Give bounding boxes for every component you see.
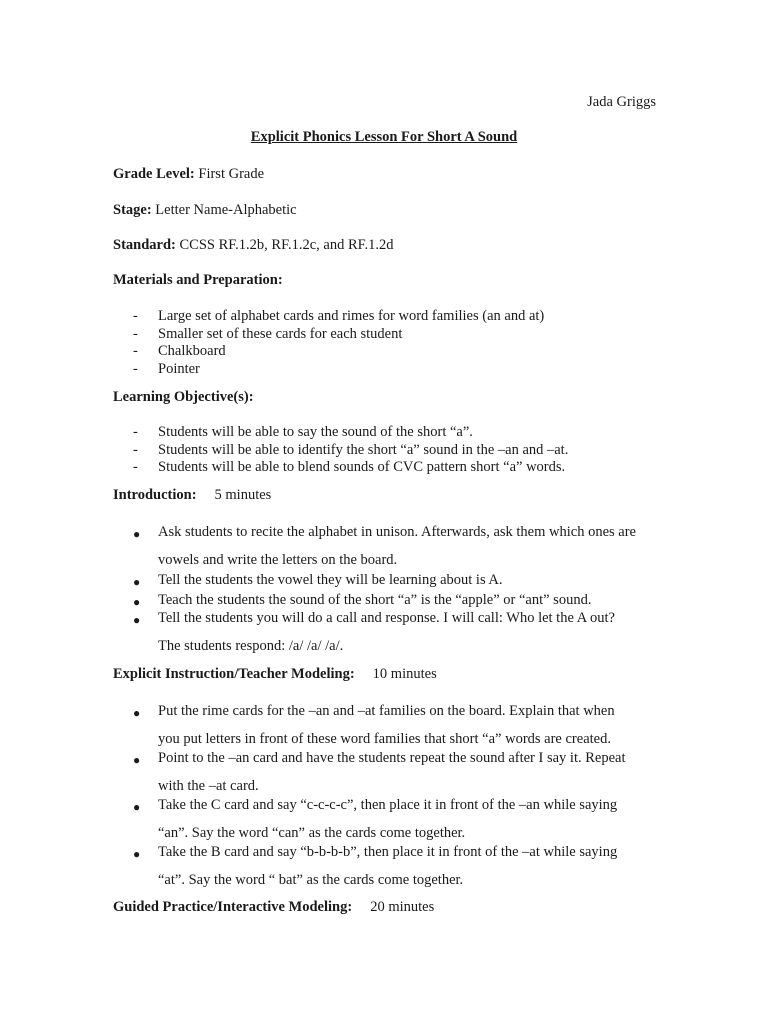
list-item <box>133 797 617 814</box>
list-item-text: Ask students to recite the alphabet in unison. Afterwards, ask them which ones are <box>158 524 636 540</box>
list-item-text: Point to the –an card and have the students repeat the sound after I say it. Repeat <box>158 750 626 766</box>
dash-marker: - <box>133 343 138 359</box>
bullet-icon: ● <box>133 527 141 541</box>
dash-marker: - <box>133 308 138 324</box>
dash-marker: - <box>133 424 138 440</box>
bullet-icon: ● <box>133 613 141 627</box>
dash-marker: - <box>133 459 138 475</box>
list-item-continuation: “at”. Say the word “ bat” as the cards come together. <box>158 872 464 888</box>
materials-list <box>133 308 544 378</box>
list-item <box>133 459 568 477</box>
list-item <box>133 308 544 326</box>
stage-value: Letter Name-Alphabetic <box>155 202 297 218</box>
standard-label: Standard: <box>113 237 176 253</box>
list-item-continuation: vowels and write the letters on the board. <box>158 552 398 568</box>
bullet-icon: ● <box>133 575 141 589</box>
standard-field <box>113 237 394 254</box>
bullet-icon: ● <box>133 753 141 767</box>
list-item <box>133 703 615 720</box>
bullet-icon: ● <box>133 595 141 609</box>
list-item-continuation: “an”. Say the word “can” as the cards come together. <box>158 825 466 841</box>
bullet-icon: ● <box>133 800 141 814</box>
list-item-continuation: The students respond: /a/ /a/ /a/. <box>158 638 344 654</box>
list-item-text: Smaller set of these cards for each student <box>158 325 403 342</box>
list-item-text: Tell the students the vowel they will be learning about is A. <box>158 572 503 588</box>
list-item-text: Tell the students you will do a call and response. I will call: Who let the A out? <box>158 610 615 626</box>
guided-practice-title: Guided Practice/Interactive Modeling: <box>113 899 353 915</box>
grade-level-field <box>113 166 264 183</box>
grade-level-value: First Grade <box>198 166 265 182</box>
list-item-text: Students will be able to identify the short “a” sound in the –an and –at. <box>158 441 569 458</box>
list-item-text: Chalkboard <box>158 343 226 359</box>
list-item <box>133 442 568 460</box>
list-item-continuation: with the –at card. <box>158 778 259 794</box>
document-title: Explicit Phonics Lesson For Short A Sound <box>250 129 518 145</box>
list-item <box>133 326 544 344</box>
dash-marker: - <box>133 325 138 342</box>
list-item <box>133 592 591 609</box>
instruction-title: Explicit Instruction/Teacher Modeling: <box>113 666 355 682</box>
bullet-icon: ● <box>133 847 141 861</box>
list-item-text: Put the rime cards for the –an and –at families on the board. Explain that when <box>158 703 615 719</box>
introduction-list <box>133 524 636 541</box>
list-item-text: Take the B card and say “b-b-b-b”, then place it in front of the –at while saying <box>158 844 618 860</box>
list-item <box>133 343 544 361</box>
introduction-duration: 5 minutes <box>214 487 272 503</box>
list-item-text: Large set of alphabet cards and rimes for word families (an and at) <box>158 308 545 324</box>
grade-level-label: Grade Level: <box>113 166 195 182</box>
author-name: Jada Griggs <box>587 94 656 110</box>
list-item <box>133 572 503 589</box>
list-item-text: Pointer <box>158 360 200 377</box>
stage-label: Stage: <box>113 202 152 218</box>
stage-field <box>113 202 297 219</box>
introduction-heading <box>113 487 271 504</box>
dash-marker: - <box>133 441 138 458</box>
guided-practice-duration: 20 minutes <box>370 899 435 915</box>
list-item <box>133 361 544 379</box>
dash-marker: - <box>133 360 138 377</box>
objectives-heading: Learning Objective(s): <box>113 389 254 405</box>
list-item-text: Take the C card and say “c-c-c-c”, then place it in front of the –an while saying <box>158 797 618 813</box>
list-item-text: Students will be able to blend sounds of CVC pattern short “a” words. <box>158 459 566 475</box>
guided-practice-heading <box>113 899 434 916</box>
bullet-icon: ● <box>133 706 141 720</box>
instruction-heading <box>113 666 437 683</box>
list-item <box>133 610 615 627</box>
introduction-title: Introduction: <box>113 487 197 503</box>
list-item <box>133 750 625 767</box>
list-item-continuation: you put letters in front of these word families that short “a” words are created. <box>158 731 611 747</box>
list-item <box>133 524 636 541</box>
list-item-text: Students will be able to say the sound of the short “a”. <box>158 424 473 440</box>
materials-heading: Materials and Preparation: <box>113 272 283 288</box>
list-item-text: Teach the students the sound of the short “a” is the “apple” or “ant” sound. <box>158 592 592 608</box>
objectives-list <box>133 424 568 477</box>
standard-value: CCSS RF.1.2b, RF.1.2c, and RF.1.2d <box>179 237 394 253</box>
list-item <box>133 424 568 442</box>
instruction-duration: 10 minutes <box>372 666 437 682</box>
list-item <box>133 844 617 861</box>
